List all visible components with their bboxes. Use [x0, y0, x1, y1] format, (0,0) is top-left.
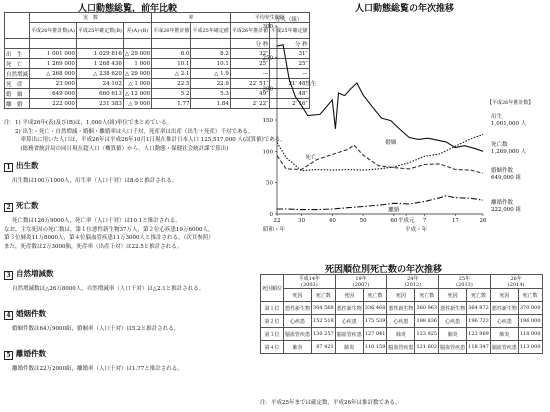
death-count: 118 000 — [518, 328, 542, 341]
summary-subhead: 平成26年推計数(A) — [30, 23, 77, 39]
year-sub: (2013) — [456, 282, 473, 288]
col-head-deaths: 死亡数 — [312, 289, 336, 302]
series-line-離婚 — [277, 196, 483, 210]
cell: 22′ 51″ — [230, 79, 269, 89]
cell: △ 29 000 — [124, 50, 151, 57]
col-head-cause: 死因 — [335, 289, 363, 302]
summary-head-interval: 平均発生間隔 — [230, 13, 309, 23]
death-count: 118 347 — [467, 341, 491, 354]
end-label-value: 222,000 組 — [491, 207, 521, 213]
cell: 2′ 22″ — [230, 99, 269, 109]
section-title: 自然増減数 — [16, 269, 54, 278]
y-tick-label: 100 — [262, 149, 273, 156]
death-count: 370 000 — [518, 302, 542, 315]
death-count: 127 041 — [363, 328, 387, 341]
section-number: 4 — [4, 311, 13, 320]
section-title: 死亡数 — [16, 201, 39, 210]
x-tick-label: 50 — [359, 218, 367, 224]
death-count: 175 539 — [363, 315, 387, 328]
left-title: 人口動態総覧，前年比較 — [78, 4, 178, 14]
section-number: 2 — [4, 203, 13, 212]
y-tick-label: 200 — [262, 86, 273, 93]
death-count: 110 159 — [363, 341, 387, 354]
death-count: 336 468 — [363, 302, 387, 315]
cause-corner: 死因順位 — [261, 275, 284, 302]
note-line: 率算出に用いた人口は，平成26年は平成26年10月1日現在推計日本人口 125,517,000 人(試算値)である。 — [4, 137, 286, 143]
section-2 — [4, 200, 214, 251]
cause-name: 悪性新生物 — [335, 302, 363, 315]
cause-table — [260, 274, 543, 354]
rank: 第４位 — [261, 341, 284, 354]
col-head-deaths: 死亡数 — [415, 289, 439, 302]
cell: 649 000 — [30, 89, 77, 99]
cell: 1 268 436 — [76, 59, 123, 69]
y-tick-label: 50 — [266, 180, 273, 187]
cell: 222 000 — [30, 99, 77, 109]
cell: △ 29 000 — [124, 70, 151, 77]
death-count: 130 257 — [312, 328, 336, 341]
cell: 1 001 000 — [30, 49, 77, 59]
x-tick-label: 60 — [390, 218, 398, 224]
chart-title: 人口動態総覧の年次推移 — [355, 4, 455, 14]
cause-name: 悪性新生物 — [490, 302, 518, 315]
year-sub: (2014) — [507, 282, 525, 288]
section-heading — [4, 308, 179, 320]
cause-row — [261, 302, 543, 315]
death-count: 87 421 — [312, 341, 336, 354]
cause-row — [261, 328, 543, 341]
summary-subhead: 平成25年確定数(B) — [76, 23, 123, 39]
year-head — [284, 275, 336, 289]
y-tick-label: 250 — [262, 55, 273, 62]
y-axis-label: 万人（組） — [275, 17, 303, 23]
death-count: 123 925 — [415, 328, 439, 341]
population-chart — [255, 12, 550, 244]
year-sub: (2002) — [301, 282, 318, 288]
end-label-value: 649,000 組 — [491, 175, 521, 181]
series-label: 死亡 — [305, 154, 317, 161]
section-heading — [4, 160, 177, 172]
col-head-deaths: 死亡数 — [467, 289, 491, 302]
end-label-value: 1,001,000 人 — [491, 121, 527, 127]
x-tick-label: 26 — [479, 218, 487, 224]
cause-name: 脳血管疾患 — [439, 341, 467, 354]
y-tick-label: 0 — [269, 212, 273, 218]
summary-head-ritsu: 率 — [152, 13, 231, 23]
section-text: また，死産数は2万3000胎，死産率（出産千対）は22.5と推計される。 — [4, 243, 183, 250]
cause-name: 脳血管疾患 — [335, 328, 363, 341]
rank: 第３位 — [261, 328, 284, 341]
summary-unit: 分 秒 — [270, 39, 309, 49]
cause-note: 注：平成25年までは確定数，平成26年は推計数である。 — [260, 400, 401, 406]
x-tick-label: 40 — [328, 218, 336, 224]
cell: △ 1 000 — [123, 79, 151, 89]
series-label: 出生 — [305, 81, 317, 88]
cell: 231 383 — [76, 99, 123, 109]
row-label: 離 婚 — [5, 99, 30, 109]
end-label-name: 婚姻件数 — [491, 168, 514, 174]
end-label-name: 離婚件数 — [491, 200, 514, 206]
year-head — [439, 275, 491, 289]
cell: 22.9 — [191, 79, 230, 89]
death-count: 196 723 — [467, 315, 491, 328]
cell: 2′ 16″ — [270, 99, 309, 109]
x-tick-label: 30 — [298, 218, 306, 224]
section-text: 離婚件数は22万2000組，離婚率（人口千対）は1.77と推計される。 — [12, 366, 183, 372]
year-label: 平成14年 — [298, 276, 321, 282]
section-number: 5 — [4, 351, 13, 360]
cause-name: 心疾患 — [284, 315, 312, 328]
cell: △ 268 000 — [30, 69, 77, 79]
death-count: 113 000 — [518, 341, 542, 354]
row-label: 死 産 — [5, 79, 30, 89]
col-head-cause: 死因 — [387, 289, 415, 302]
summary-subhead: 差(A)-(B) — [123, 23, 151, 39]
row-label: 婚 姻 — [5, 89, 30, 99]
cause-name: 肺炎 — [439, 328, 467, 341]
year-head — [335, 275, 387, 289]
cause-title: 死因順位別死亡数の年次推移 — [325, 265, 443, 275]
section-4 — [4, 308, 179, 334]
row-label: 自然増減 — [5, 69, 30, 79]
col-head-cause: 死因 — [284, 289, 312, 302]
era-label-showa: 昭和・年 — [263, 227, 286, 233]
cell: 1.77 — [152, 99, 191, 109]
summary-subhead: 平成25年確定値 — [270, 23, 309, 39]
summary-unit: 分 秒 — [230, 39, 269, 49]
cause-name: 心疾患 — [490, 315, 518, 328]
section-text: 出生数は100万1000人，出生率（人口千対）は8.0と推計される。 — [12, 178, 178, 184]
cause-name: 脳血管疾患 — [490, 341, 518, 354]
section-heading — [4, 268, 204, 280]
section-3 — [4, 268, 204, 294]
cause-name: 肺炎 — [284, 341, 312, 354]
section-1 — [4, 160, 177, 186]
section-title: 婚姻件数 — [16, 309, 46, 318]
cell: 21′ 48″ — [270, 79, 309, 89]
death-count: 364 872 — [467, 302, 491, 315]
cause-name: 悪性新生物 — [387, 302, 415, 315]
cell: 5.2 — [152, 89, 191, 99]
cause-name: 肺炎 — [490, 328, 518, 341]
section-number: 3 — [4, 271, 13, 280]
section-text: なお，主な死因の死亡数は，第１位悪性新生物37万人，第２位心疾患19万6000人， — [4, 226, 214, 233]
note-line: 注：1) 平成26年(表)及び(B)は，1,000人(組)単位でまとめている。 — [4, 120, 173, 126]
death-count: 121 602 — [415, 341, 439, 354]
summary-subhead: 平成26年推計値 — [230, 23, 269, 39]
cell: 48″ — [270, 89, 309, 99]
rank: 第２位 — [261, 315, 284, 328]
cell: — — [230, 69, 269, 79]
year-label: 19年 — [355, 276, 367, 282]
summary-head-jissu: 実 数 — [30, 13, 152, 23]
note-line: (総務省統計局の同日現在超人口（概算値）から，人口動態・保健社会統計課で算出) — [4, 145, 229, 152]
note-line: 2) 出生・死亡・自然増減・婚姻・離婚率は人口千対，死産率は出産（出生＋死産）千対である。 — [4, 128, 254, 135]
series-label: 離婚 — [388, 207, 400, 214]
cell: 8.2 — [191, 49, 230, 59]
year-head — [387, 275, 439, 289]
series-line-出生 — [277, 45, 483, 152]
era-label-heisei: 平成・年 — [405, 227, 428, 233]
series-label: 婚姻 — [385, 139, 397, 146]
cell: 660 613 — [76, 89, 123, 99]
cell: 25″ — [230, 59, 269, 69]
cell: 8.0 — [152, 49, 191, 59]
cause-name: 心疾患 — [439, 315, 467, 328]
cell: 1 269 000 — [30, 59, 77, 69]
cell: 24 102 — [76, 79, 123, 89]
x-tick-label: 平成元 — [397, 218, 415, 224]
death-count: 196 000 — [518, 315, 542, 328]
year-head — [490, 275, 542, 289]
cell: 23 000 — [30, 79, 77, 89]
summary-subhead: 平成25年確定値 — [191, 23, 230, 39]
death-count: 360 963 — [415, 302, 439, 315]
cell: 1 000 — [123, 59, 151, 69]
cause-row — [261, 341, 543, 354]
cell: 31″ — [270, 49, 309, 59]
col-head-cause: 死因 — [439, 289, 467, 302]
section-5 — [4, 348, 183, 374]
cause-row — [261, 315, 543, 328]
cause-name: 悪性新生物 — [284, 302, 312, 315]
cause-name: 肺炎 — [335, 341, 363, 354]
cause-name: 肺炎 — [387, 328, 415, 341]
cell: 5.3 — [191, 89, 230, 99]
death-count: 304 568 — [312, 302, 336, 315]
cause-name: 心疾患 — [335, 315, 363, 328]
cell: — — [270, 69, 309, 79]
x-tick-label: 7 — [422, 218, 427, 224]
row-label: 出 生 — [5, 49, 30, 59]
col-head-cause: 死因 — [490, 289, 518, 302]
section-text: 自然増減数は△26万8000人，自然増減率（人口千対）は△2.1と推計される。 — [12, 286, 205, 292]
year-label: 25年 — [458, 276, 471, 282]
col-head-deaths: 死亡数 — [363, 289, 387, 302]
summary-corner — [5, 13, 30, 39]
y-tick-label: 150 — [262, 118, 273, 124]
death-count: 122 969 — [467, 328, 491, 341]
end-label-name: 死亡数 — [491, 142, 508, 148]
section-number: 1 — [4, 163, 13, 172]
year-label: 24年 — [407, 276, 419, 282]
y-tick-label: 300 — [262, 24, 273, 30]
section-title: 出生数 — [16, 161, 39, 170]
cell: 10.1 — [191, 59, 230, 69]
end-label-name: 出生 — [491, 114, 503, 120]
cell: 10.1 — [152, 59, 191, 69]
cause-name: 脳血管疾患 — [387, 341, 415, 354]
section-heading — [4, 348, 183, 360]
cell: 1 029 816 — [76, 49, 123, 59]
x-tick-label: 22 — [273, 218, 281, 224]
cell: △ 2.1 — [152, 69, 191, 79]
cell: △ 1.9 — [191, 69, 230, 79]
cell: 1.84 — [191, 99, 230, 109]
cause-name: 悪性新生物 — [439, 302, 467, 315]
section-text: 婚姻件数は64万9000組，婚姻率（人口千対）は5.2と推計される。 — [12, 326, 180, 332]
death-count: 198 836 — [415, 315, 439, 328]
x-tick-label: 17 — [451, 218, 459, 224]
col-head-deaths: 死亡数 — [518, 289, 542, 302]
rank: 第１位 — [261, 302, 284, 315]
cell: 32″ — [230, 49, 269, 59]
section-text: 死亡数は126万9000人，死亡率（人口千対）は10.1と推計される。 — [12, 218, 181, 224]
cell: 25″ — [270, 59, 309, 69]
cell: △ 12 000 — [124, 90, 151, 97]
legend-note: 【平成26年推計数】 — [487, 100, 534, 106]
death-count: 152 518 — [312, 315, 336, 328]
year-label: 26年 — [510, 276, 522, 282]
notes — [4, 119, 286, 156]
cell: △ 238 620 — [76, 69, 123, 79]
cell: 22.5 — [152, 79, 191, 89]
cell: △ 9 000 — [123, 99, 151, 109]
section-title: 離婚件数 — [16, 349, 46, 358]
year-sub: (2012) — [404, 282, 422, 288]
row-label: 死 亡 — [5, 59, 30, 69]
summary-subhead: 平成26年推計値 — [152, 23, 191, 39]
cause-name: 心疾患 — [387, 315, 415, 328]
cause-name: 脳血管疾患 — [284, 328, 312, 341]
section-heading — [4, 200, 214, 212]
end-label-value: 1,269,000 人 — [491, 149, 527, 155]
section-text: 第３位肺炎11万8000人，第４位脳血管疾患11万3000人と推計される。（次頁参照） — [4, 235, 214, 241]
cell: 49″ — [230, 89, 269, 99]
year-sub: (2007) — [352, 282, 370, 288]
